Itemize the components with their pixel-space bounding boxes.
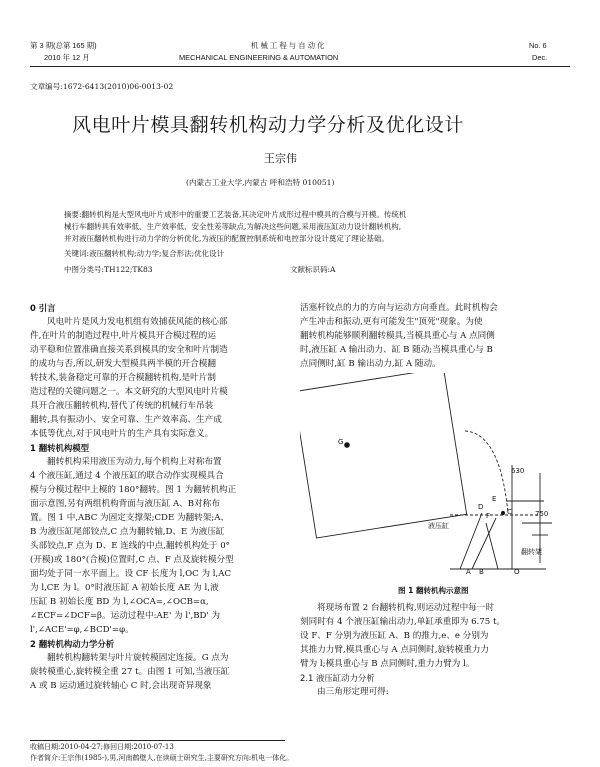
point-g: G: [338, 438, 344, 446]
section1-line: 压缸 B 初始长度 BD 为 l,∠OCA=,∠OCB=α,: [30, 597, 209, 607]
point-b: B: [479, 568, 484, 576]
left-column: [30, 301, 288, 693]
dim-630: 630: [511, 467, 525, 475]
section2-heading: 2 翻转机构动力学分析: [30, 639, 115, 649]
header-journal-en: MECHANICAL ENGINEERING & AUTOMATION: [179, 53, 339, 62]
label-cylinder: 液压缸: [428, 522, 449, 530]
dim-750: 750: [535, 510, 549, 518]
abstract-line: 械行车翻转具有效率低、生产效率低、安全性差等缺点,为解决这些问题,采用液压缸动力设计翻转机构,: [64, 222, 402, 231]
cylinder-a-rod: [460, 513, 482, 569]
section1-line: 4 个液压缸,通过 4 个液压缸的联合动作实现模具合: [30, 471, 224, 481]
mold-gravity-center: [344, 442, 350, 448]
subsection-2-1-heading: 2.1 液压缸动力分析: [300, 673, 375, 683]
right-last-line: 由三角形定理可得:: [317, 687, 389, 697]
right-column-bottom: [300, 601, 570, 699]
right-line: 时,液压缸 A 输出动力、缸 B 随动;当模具重心与 B: [300, 345, 493, 355]
right-line: 活塞杆铰点的力的方向与运动方向垂直。此时机构会: [300, 303, 498, 313]
point-f: F: [486, 512, 491, 520]
doc-code: 文献标识码:A: [290, 265, 336, 274]
right-after-line: 将现场布置 2 台翻转机构,则运动过程中每一时: [317, 603, 494, 613]
point-e: E: [492, 495, 497, 503]
section1-line: B 为液压缸尾部铰点,C 点为翻转轴,D、E 为液压缸: [30, 527, 225, 537]
abstract: [64, 209, 406, 245]
header-issue: 第 3 期(总第 165 期): [30, 41, 97, 50]
section1-line: 面均处于同一水平面上。设 CF 长度为 l,OC 为 l,AC: [30, 569, 232, 579]
right-after-line: 刻同时有 4 个液压缸输出动力,单缸承重即为 6.75 t。: [300, 617, 505, 627]
intro-line: 具开合液压翻转机构,替代了传统的机械行车吊装: [30, 401, 214, 411]
affiliation: (内蒙古工业大学,内蒙古 呼和浩特 010051): [186, 178, 335, 187]
footnote-rule: [30, 740, 285, 741]
header-journal-cn: 机 械 工 程 与 自 动 化: [251, 41, 325, 50]
section1-line: 面示意图,另有两组机构背面与液压缸 A、B对称布: [30, 499, 220, 509]
section2-line: 旋转模重心,旋转模全重 27 t。由图 1 可知,当液压缸: [30, 667, 230, 677]
right-line: 产生冲击和振动,更有可能发生"顶死"现象。为使: [300, 317, 483, 327]
right-line: 翻转机构能够顺利翻转模具,当模具重心与 A 点同侧: [300, 331, 495, 341]
header-date: 2010 年 12 月: [44, 53, 90, 62]
intro-line: 本低等优点,对于风电叶片的生产具有实际意义。: [30, 429, 214, 439]
intro-heading: 0 引言: [30, 303, 56, 313]
intro-line: 件,在叶片的制造过程中,叶片模具开合模过程的运: [30, 331, 216, 341]
point-d: D: [478, 503, 484, 511]
intro-line: 翻转,具有振动小、安全可靠、生产效率高、生产成: [30, 415, 222, 425]
rotating-mold-outline: [300, 373, 467, 538]
intro-line: 的成功与否,所以,研发大型模具两半模的开合模翻: [30, 359, 216, 369]
section1-line: (开模)或 180°(合模)位置时,C 点、F 点及旋转模分型: [30, 555, 234, 565]
intro-line: 风电叶片是风力发电机组有效捕获风能的核心部: [47, 317, 228, 327]
clc-number: 中图分类号:TH122;TK83: [64, 265, 153, 274]
received-date: 收稿日期:2010-04-27;修回日期:2010-07-13: [30, 743, 174, 751]
section1-line: 头部铰点,F 点为 D、E 连线的中点,翻转机构处于 0°: [30, 541, 230, 551]
label-frame: 翻转架: [521, 548, 542, 556]
section1-line: 翻转机构采用液压为动力,每个机构上对称布置: [47, 457, 222, 467]
right-column-top: [300, 301, 570, 371]
section1-line: ∠ECF=∠DCF=β。运动过程中:AE' 为 l',BD' 为: [30, 611, 221, 621]
section1-line: 为 l,CE 为 l。0°时液压缸 A 初始长度 AE 为 l,液: [30, 583, 219, 593]
header-no: No. 6: [529, 41, 547, 50]
intro-line: 造过程的关键问题之一。本文研究的大型风电叶片模: [30, 387, 228, 397]
right-line: 点同侧时,缸 B 输出动力,缸 A 随动。: [300, 359, 441, 369]
article-id: 文章编号:1672-6413(2010)06-0013-02: [30, 82, 174, 91]
point-c: C: [507, 508, 512, 516]
section2-line: 翻转机构翻转架与叶片旋转模固定连接。G 点为: [47, 653, 229, 663]
intro-line: 转技术,装备稳定可靠的开合模翻转机构,是叶片制: [30, 373, 216, 383]
header-month: Dec.: [532, 53, 548, 62]
pivot-point: [501, 511, 505, 515]
right-after-line: 设 F、F 分别为液压缸 A、B 的推力,e、e 分别为: [300, 631, 489, 641]
intro-line: 动平稳和位置准确直接关系到模具的安全和叶片制造: [30, 345, 228, 355]
cylinder-b-rod: [472, 518, 496, 569]
section1-heading: 1 翻转机构模型: [30, 443, 89, 453]
section1-line: 模与分模过程中上模的 180°翻转。图 1 为翻转机构正: [30, 485, 237, 495]
section2-line: A 或 B 运动通过旋转轴心 C 时,会出现奇异现象: [30, 681, 212, 691]
author-name: 王宗伟: [264, 152, 297, 165]
point-o: O: [514, 568, 520, 576]
abstract-line: 并对液压翻转机构进行动力学的分析优化,为液压的配置控制系统和电控部分设计奠定了理论基础。: [64, 234, 389, 243]
point-a: A: [466, 568, 471, 576]
header-rule: [30, 66, 570, 67]
keywords: 关键词:液压翻转机构;动力学;复合形法;优化设计: [64, 249, 225, 258]
figure-1-caption: 图 1 翻转机构示意图: [398, 586, 469, 595]
section1-line: 置。图 1 中,ABC 为固定支撑架;CDE 为翻转架;A、: [30, 513, 230, 523]
right-after-line: 其推力力臂,模具重心与 A 点同侧时,旋转模重力力: [300, 645, 490, 655]
author-bio: 作者简介:王宗伟(1985-),男,河南鹤壁人,在读硕士研究生,主要研究方向:机电一体化。: [30, 754, 294, 762]
section1-line: l',∠ACE'=φ,∠BCD'=φ。: [30, 625, 134, 635]
abstract-line: 摘要:翻转机构是大型风电叶片成形中的重要工艺装备,其决定叶片成形过程中模具的合模与开模。传统机: [64, 210, 407, 219]
paper-title: 风电叶片模具翻转机构动力学分析及优化设计: [72, 114, 465, 136]
right-after-line: 臂为 l;模具重心与 B 点同侧时,重力力臂为 l。: [300, 659, 475, 669]
